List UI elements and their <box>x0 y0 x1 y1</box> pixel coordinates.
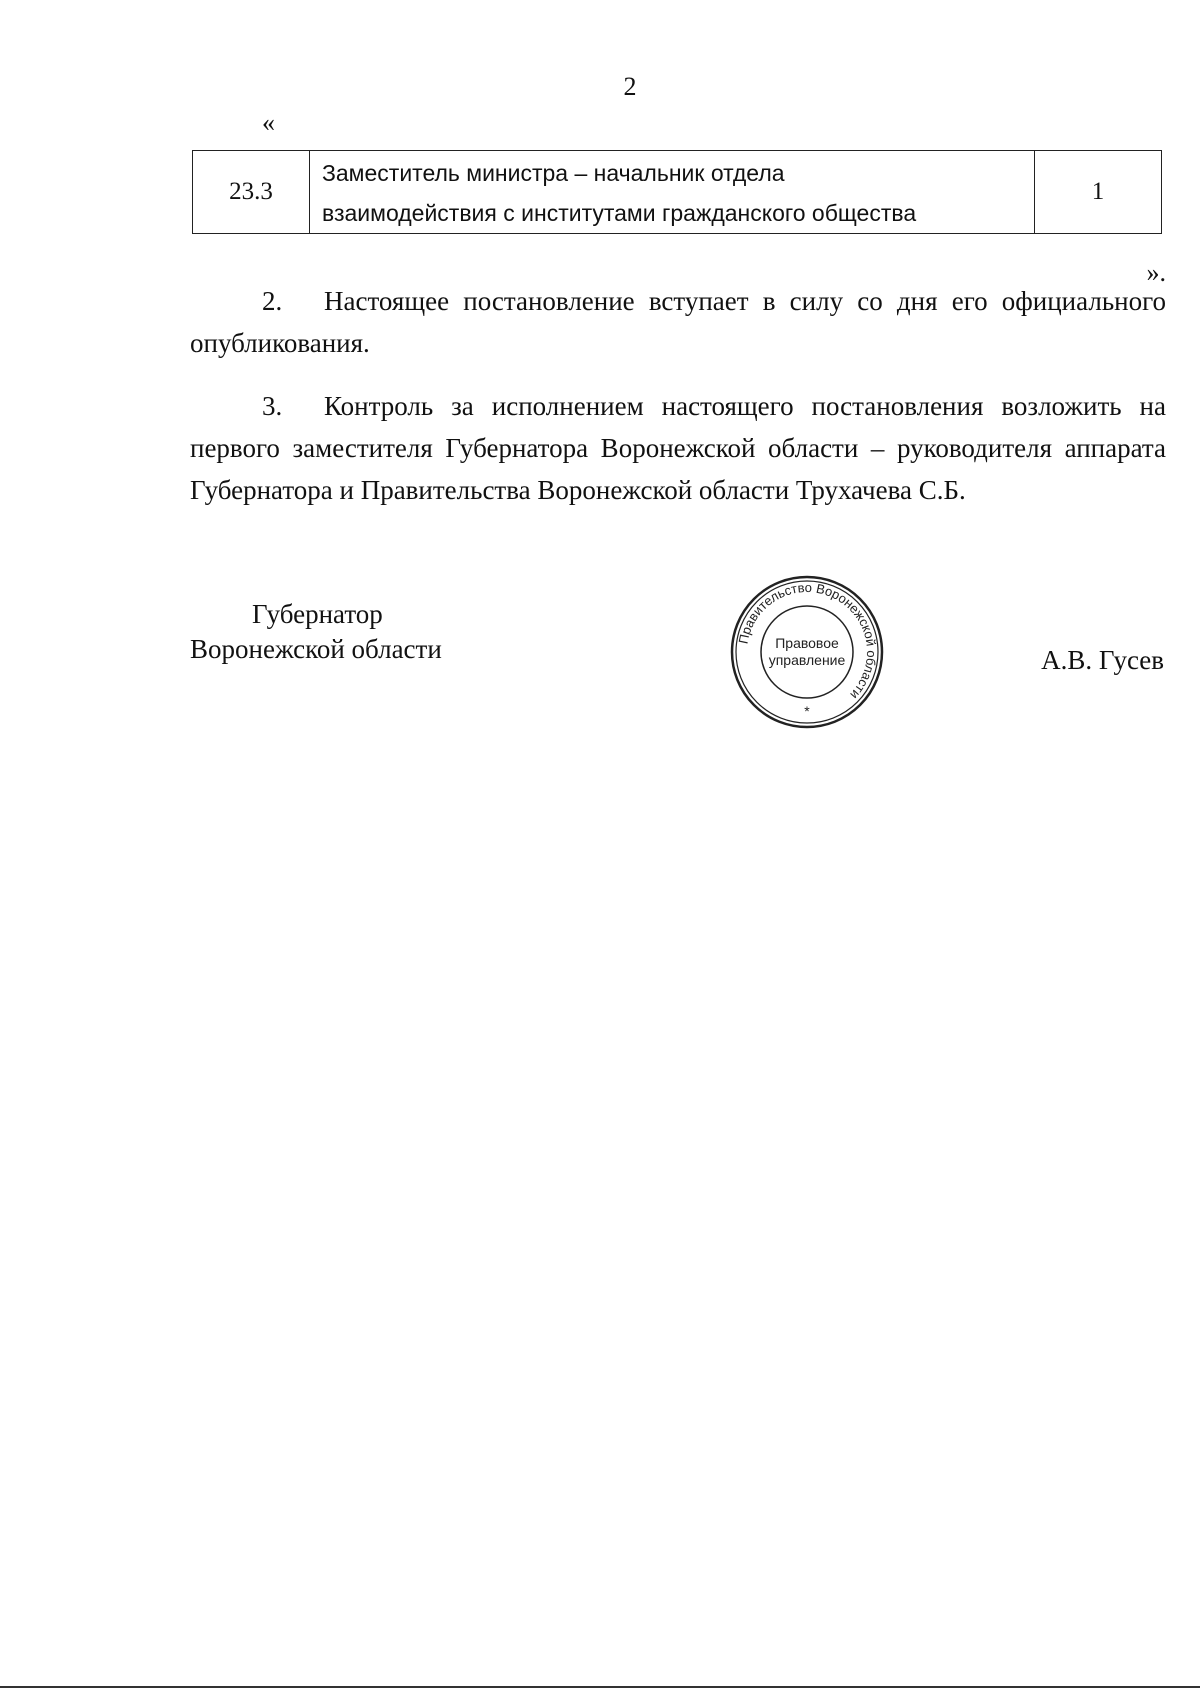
opening-quote-mark: « <box>262 108 275 137</box>
official-stamp <box>727 572 887 732</box>
signatory-title <box>190 597 442 667</box>
table-row <box>193 151 1162 234</box>
stamp-center-line: Правовое <box>775 635 839 651</box>
paragraph-number: 3. <box>262 391 283 421</box>
position-count-cell: 1 <box>1035 151 1162 234</box>
position-title-line: Заместитель министра – начальник отдела <box>322 160 785 186</box>
scan-edge-line <box>0 1686 1200 1688</box>
stamp-star-icon: * <box>804 703 810 719</box>
stamp-center-line: управление <box>768 652 846 668</box>
paragraph-text: Контроль за исполнением настоящего постановления возложить на первого заместителя Губернатора Воронежской области – руководителя аппарата Губернатора и Правительства Воронежской области Трухачева С.Б. <box>190 391 1166 505</box>
stamp-ring-text: Правительство Воронежской области <box>735 579 880 703</box>
paragraph-effective-date <box>190 280 1166 364</box>
paragraph-number: 2. <box>262 286 283 316</box>
position-title-cell <box>310 151 1035 234</box>
paragraph-text: Настоящее постановление вступает в силу со дня его официального опубликования. <box>190 286 1166 358</box>
row-number-cell: 23.3 <box>193 151 310 234</box>
paragraph-control <box>190 385 1166 511</box>
signatory-title-line: Губернатор <box>252 599 383 629</box>
page-number: 2 <box>623 72 637 101</box>
signatory-title-line: Воронежской области <box>190 634 442 664</box>
position-title-line: взаимодействия с институтами гражданского общества <box>322 200 917 226</box>
signatory-name: А.В. Гусев <box>1041 645 1164 675</box>
closing-quote-mark: ». <box>1146 258 1166 287</box>
staff-table <box>192 150 1162 234</box>
